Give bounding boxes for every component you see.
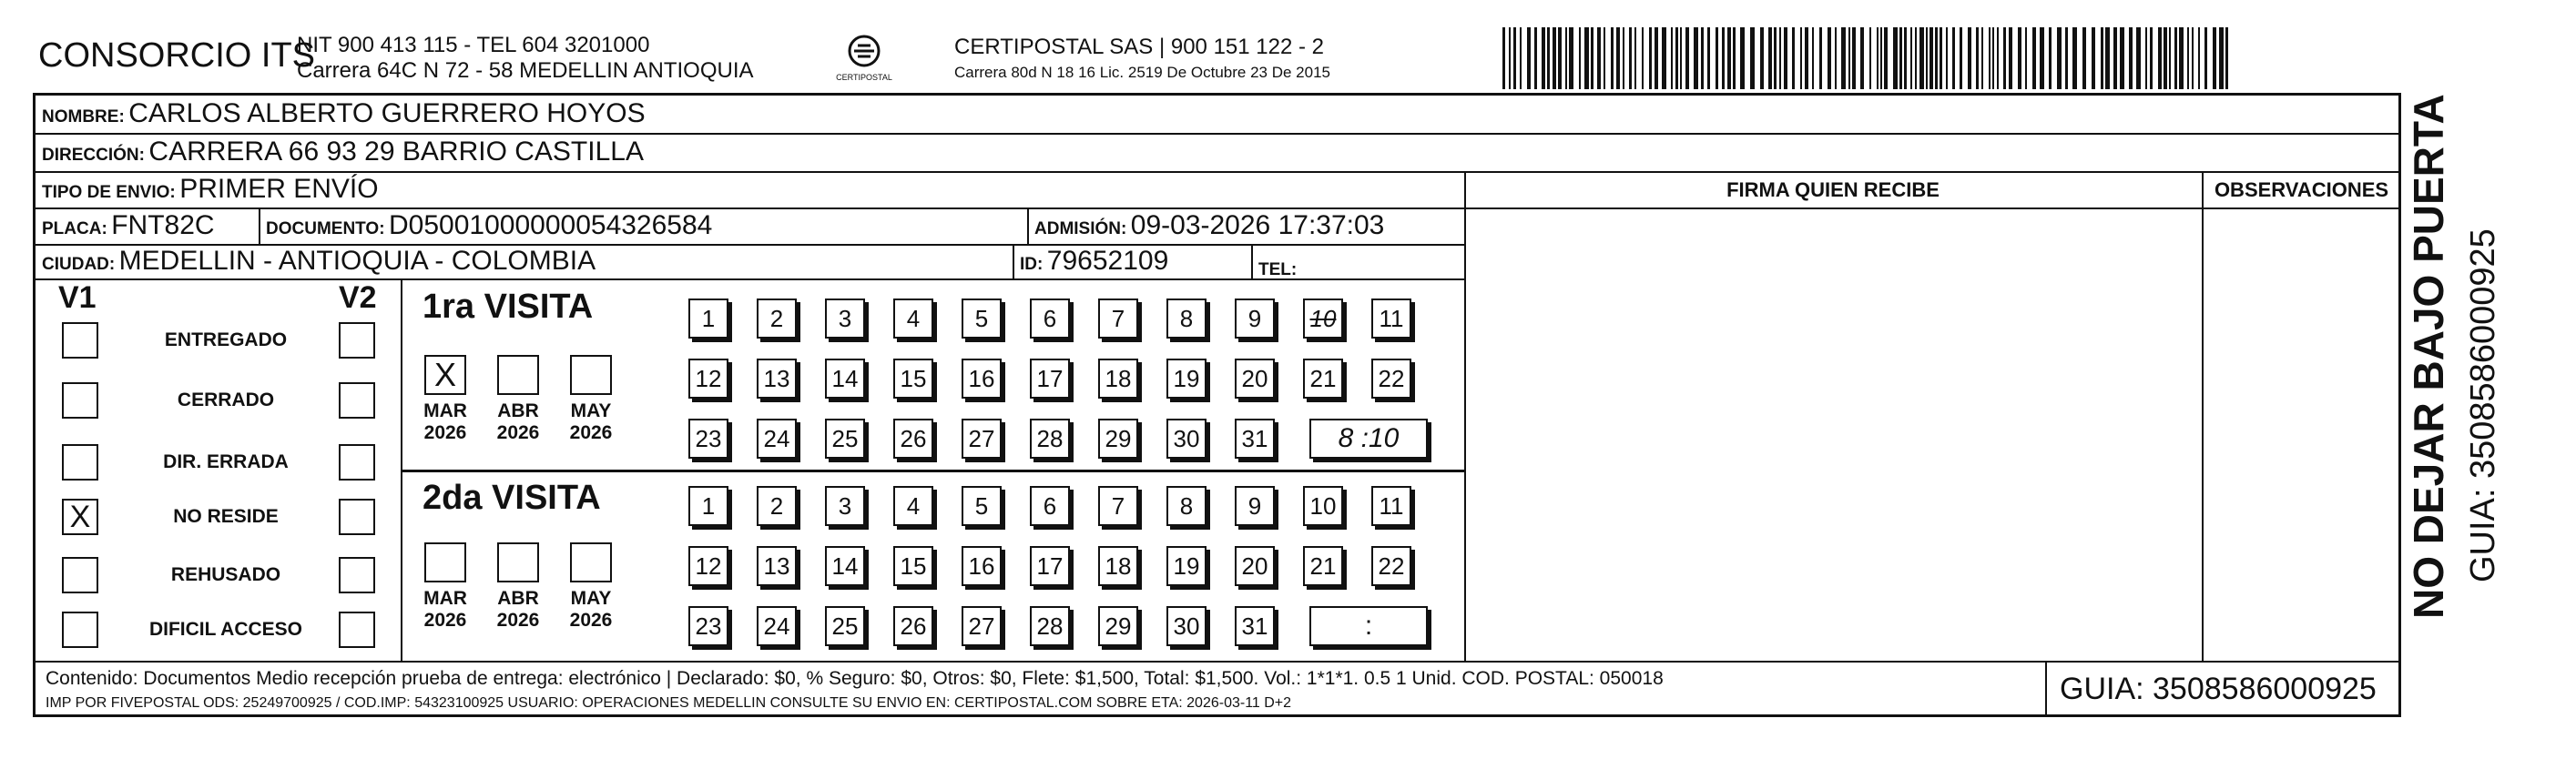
admision-label: ADMISIÓN: [1034,219,1127,238]
rule [35,207,1464,209]
barcode-bar [1800,27,1802,89]
month-name: ABR [497,400,539,421]
status-label: ENTREGADO [164,329,288,350]
barcode-bar [2025,27,2027,89]
observations-area[interactable] [2205,211,2397,657]
barcode-bar [1946,27,1948,89]
visit2-day-26[interactable]: 26 [893,606,933,646]
barcode-bar [1768,27,1772,89]
company-info [297,33,754,84]
barcode-bar [1584,27,1589,89]
month-year: 2026 [496,422,540,443]
ciudad-value: MEDELLIN - ANTIOQUIA - COLOMBIA [118,246,596,276]
barcode-bar [1727,27,1731,89]
month-year: 2026 [569,610,613,631]
barcode-bar [1733,27,1736,89]
visit1-day-22[interactable]: 22 [1371,359,1411,399]
visit2-day-30[interactable]: 30 [1166,606,1207,646]
visit1-day-14[interactable]: 14 [825,359,865,399]
rule [1464,207,2399,209]
visit1-title: 1ra VISITA [423,288,594,326]
rule [1251,244,1253,278]
id-field [1020,246,1168,277]
barcode-bar [1662,27,1666,89]
month-name: MAR [423,400,467,421]
barcode-bar [1952,27,1955,89]
barcode-bar [1989,27,1991,89]
visit2-day-17[interactable]: 17 [1030,546,1070,586]
visit2-day-6[interactable]: 6 [1030,486,1070,526]
barcode-bar [1547,27,1550,89]
barcode-bar [1884,27,1888,89]
direccion-value: CARRERA 66 93 29 BARRIO CASTILLA [148,137,644,167]
barcode-bar [2082,27,2086,89]
address-line: Carrera 64C N 72 - 58 MEDELLIN ANTIOQUIA [297,58,754,83]
nombre-value: CARLOS ALBERTO GUERRERO HOYOS [128,98,646,128]
direccion-field [42,137,644,167]
barcode-bar [1527,27,1531,89]
barcode-bar [1877,27,1879,89]
barcode-bar [1779,27,1781,89]
barcode-bar [1848,27,1850,89]
status-v2-checkbox[interactable] [339,612,375,648]
id-label: ID: [1020,255,1044,274]
barcode-bar [1671,27,1673,89]
footer-guia: GUIA: 3508586000925 [2060,672,2377,706]
id-value: 79652109 [1046,246,1169,276]
visit2-month-label [564,588,618,632]
barcode-bar [1642,27,1644,89]
barcode-bar [1968,27,1971,89]
footer-content-line: Contenido: Documentos Medio recepción prueba de entrega: electrónico | Declarado: $0, % Seguro: $0, Otros: $0, Flete: $1,500, Total: $1,500. Vol.: 1*1*1. 0.5 1 Unid. COD. POSTAL: 050018 [46,668,1664,689]
visit2-day-25[interactable]: 25 [825,606,865,646]
barcode-bar [1722,27,1725,89]
barcode-bar [1611,27,1614,89]
month-name: MAR [423,588,467,609]
visit1-day-31[interactable]: 31 [1235,419,1275,459]
barcode-bar [1649,27,1652,89]
visit1-day-2[interactable]: 2 [757,299,797,339]
barcode-bar [1929,27,1933,89]
status-label: NO RESIDE [173,506,279,527]
barcode-bar [1915,27,1917,89]
barcode-bar [1579,27,1581,89]
visit2-month-label [418,588,473,632]
status-label: DIR. ERRADA [163,451,289,472]
tel-label: TEL: [1258,260,1298,279]
visit1-day-12[interactable]: 12 [688,359,728,399]
ciudad-label: CIUDAD: [42,255,116,274]
visit2-day-7[interactable]: 7 [1098,486,1138,526]
visit1-month-checkbox[interactable]: X [424,355,466,395]
status-v1-checkbox[interactable] [62,612,98,648]
visit2-day-2[interactable]: 2 [757,486,797,526]
visit1-day-3[interactable]: 3 [825,299,865,339]
barcode-bar [2105,27,2110,89]
visit2-day-15[interactable]: 15 [893,546,933,586]
barcode-bar [2204,27,2207,89]
barcode-bar [1520,27,1522,89]
barcode-bar [2009,27,2012,89]
barcode-bar [1542,27,1545,89]
company-name: CONSORCIO ITS [38,36,316,75]
barcode-bar [1502,27,1505,89]
barcode-bar [2057,27,2062,89]
rule [401,470,1464,472]
barcode-bar [1869,27,1871,89]
status-label: REHUSADO [170,564,281,585]
visit1-day-9[interactable]: 9 [1235,299,1275,339]
certipostal-address: Carrera 80d N 18 16 Lic. 2519 De Octubre 23 De 2015 [954,64,1330,81]
rule [1027,207,1029,244]
barcode-bar [1701,27,1704,89]
visit2-day-13[interactable]: 13 [757,546,797,586]
documento-field [266,210,712,241]
visit2-month-checkbox[interactable] [570,542,612,582]
placa-label: PLACA: [42,219,107,238]
nit-line: NIT 900 413 115 - TEL 604 3201000 [297,33,650,57]
visit1-day-26[interactable]: 26 [893,419,933,459]
barcode-bar [1981,27,1983,89]
barcode-bar [1623,27,1624,89]
barcode-bar [2136,27,2141,89]
visit2-day-14[interactable]: 14 [825,546,865,586]
barcode-bar [2049,27,2052,89]
visit1-day-18[interactable]: 18 [1098,359,1138,399]
barcode-bar [2113,27,2117,89]
visit2-day-10[interactable]: 10 [1303,486,1343,526]
status-v2-checkbox[interactable] [339,382,375,419]
barcode-bar [1569,27,1573,89]
rule [35,278,1464,280]
visit1-month-checkbox[interactable] [497,355,539,395]
barcode-bar [1960,27,1962,89]
tipo-envio-label: TIPO DE ENVIO: [42,183,176,202]
visit2-day-3[interactable]: 3 [825,486,865,526]
visit1-day-27[interactable]: 27 [962,419,1002,459]
barcode-bar [1616,27,1620,89]
visit1-day-25[interactable]: 25 [825,419,865,459]
barcode-bar [1558,27,1562,89]
certipostal-line: CERTIPOSTAL SAS | 900 151 122 - 2 [954,35,1324,59]
barcode-bar [1919,27,1924,89]
status-v2-checkbox[interactable] [339,557,375,593]
barcode-bar [1812,27,1814,89]
barcode-bar [2179,27,2184,89]
visit1-day-10[interactable]: 10 [1303,299,1343,339]
visit2-day-31[interactable]: 31 [1235,606,1275,646]
barcode-bar [2187,27,2189,89]
barcode-bar [1509,27,1511,89]
barcode-bar [1565,27,1567,89]
barcode-bar [1792,27,1795,89]
barcode-bar [1680,27,1682,89]
visit1-day-15[interactable]: 15 [893,359,933,399]
visit2-month-checkbox[interactable] [497,542,539,582]
visit1-day-6[interactable]: 6 [1030,299,1070,339]
footer-print-line: IMP POR FIVEPOSTAL ODS: 25249700925 / COD.IMP: 54323100925 USUARIO: OPERACIONES MEDELLIN CONSULTE SU ENVIO EN: CERTIPOSTAL.COM SOBRE ETA: 2026-03-11 D+2 [46,695,1292,711]
certipostal-info [954,35,1330,86]
barcode-bar [2225,27,2228,89]
barcode-bar [1740,27,1745,89]
barcode-bar [1841,27,1846,89]
visit2-day-19[interactable]: 19 [1166,546,1207,586]
visit2-day-1[interactable]: 1 [688,486,728,526]
firma-header: FIRMA QUIEN RECIBE [1726,178,1940,201]
barcode-bar [1852,27,1856,89]
barcode-bar [1910,27,1912,89]
barcode-bar [2129,27,2133,89]
rule [35,133,2399,135]
barcode-bar [1707,27,1710,89]
month-year: 2026 [569,422,613,443]
certipostal-logo [836,31,892,87]
visit2-day-23[interactable]: 23 [688,606,728,646]
admision-value: 09-03-2026 17:37:03 [1130,210,1385,240]
status-v1-checkbox[interactable] [62,382,98,419]
barcode-bar [1940,27,1942,89]
side-warning: NO DEJAR BAJO PUERTA [2405,94,2452,619]
rule [2045,661,2047,715]
barcode-bar [1760,27,1764,89]
status-v1-checkbox[interactable] [62,444,98,481]
visit2-day-11[interactable]: 11 [1371,486,1411,526]
visit2-day-20[interactable]: 20 [1235,546,1275,586]
barcode-bar [2213,27,2216,89]
visit1-month-label [564,400,618,444]
barcode-bar [1819,27,1822,89]
visit1-day-16[interactable]: 16 [962,359,1002,399]
nombre-field [42,98,646,129]
barcode-bar [2169,27,2171,89]
barcode-bar [2158,27,2162,89]
visit2-time-box[interactable]: : [1309,606,1428,646]
barcode-bar [1513,27,1516,89]
status-v1-checkbox[interactable] [62,557,98,593]
visit1-day-21[interactable]: 21 [1303,359,1343,399]
visit2-day-22[interactable]: 22 [1371,546,1411,586]
visit2-title: 2da VISITA [423,479,601,517]
observaciones-header: OBSERVACIONES [2214,178,2389,201]
barcode-bar [1976,27,1979,89]
month-year: 2026 [496,610,540,631]
nombre-label: NOMBRE: [42,107,125,126]
rule [1464,171,1466,661]
visit2-day-28[interactable]: 28 [1030,606,1070,646]
barcode-bar [2072,27,2077,89]
visit2-day-4[interactable]: 4 [893,486,933,526]
visit1-day-20[interactable]: 20 [1235,359,1275,399]
barcode-bar [1597,27,1601,89]
visit1-day-4[interactable]: 4 [893,299,933,339]
status-v2-checkbox[interactable] [339,499,375,535]
month-name: MAY [570,400,612,421]
barcode-bar [1634,27,1636,89]
barcode-bar [1926,27,1928,89]
placa-field [42,210,215,241]
v1-label: V1 [58,280,97,315]
month-year: 2026 [423,422,467,443]
documento-label: DOCUMENTO: [266,219,385,238]
barcode-bar [1935,27,1938,89]
visit1-month-label [491,400,545,444]
admision-field [1034,210,1384,241]
v2-label: V2 [339,280,377,315]
signature-area[interactable] [1468,211,2198,657]
barcode-bar [2101,27,2103,89]
barcode-bar [1784,27,1787,89]
barcode-bar [2018,27,2021,89]
tipo-envio-field [42,174,379,205]
visit2-month-label [491,588,545,632]
visit2-day-16[interactable]: 16 [962,546,1002,586]
barcode-bar [2150,27,2153,89]
status-v1-checkbox[interactable] [62,322,98,359]
visit2-month-checkbox[interactable] [424,542,466,582]
barcode-bar [2174,27,2177,89]
barcode-bar [1675,27,1678,89]
placa-value: FNT82C [111,210,215,240]
visit1-day-7[interactable]: 7 [1098,299,1138,339]
status-v1-checkbox[interactable]: X [62,499,98,535]
barcode-bar [1899,27,1902,89]
visit2-day-27[interactable]: 27 [962,606,1002,646]
visit1-day-17[interactable]: 17 [1030,359,1070,399]
visit2-day-21[interactable]: 21 [1303,546,1343,586]
barcode-bar [2198,27,2200,89]
barcode-bar [1992,27,1994,89]
visit1-day-24[interactable]: 24 [757,419,797,459]
rule [259,207,260,244]
svg-text:CERTIPOSTAL: CERTIPOSTAL [836,73,892,82]
visit2-day-12[interactable]: 12 [688,546,728,586]
barcode-bar [2192,27,2194,89]
status-label: CERRADO [177,390,275,410]
barcode-bar [2092,27,2095,89]
visit2-day-29[interactable]: 29 [1098,606,1138,646]
rule [1013,244,1014,278]
barcode-bar [2003,27,2006,89]
month-name: MAY [570,588,612,609]
tel-field [1258,251,1297,282]
barcode [1502,27,2231,89]
barcode-bar [1716,27,1718,89]
visit1-day-30[interactable]: 30 [1166,419,1207,459]
documento-value: D05001000000054326584 [389,210,713,240]
visit1-time-box[interactable]: 8 :10 [1309,419,1428,459]
barcode-bar [1750,27,1755,89]
barcode-bar [1997,27,1999,89]
barcode-bar [2164,27,2167,89]
visit1-day-1[interactable]: 1 [688,299,728,339]
visit1-day-29[interactable]: 29 [1098,419,1138,459]
barcode-bar [2065,27,2068,89]
visit2-day-24[interactable]: 24 [757,606,797,646]
visit1-month-checkbox[interactable] [570,355,612,395]
visit1-day-28[interactable]: 28 [1030,419,1070,459]
visit1-day-11[interactable]: 11 [1371,299,1411,339]
barcode-bar [1685,27,1689,89]
barcode-bar [2145,27,2147,89]
barcode-bar [1904,27,1907,89]
barcode-bar [1893,27,1898,89]
ciudad-field [42,246,596,277]
visit1-day-8[interactable]: 8 [1166,299,1207,339]
barcode-bar [1534,27,1537,89]
side-guia: GUIA: 3508586000925 [2464,228,2502,582]
barcode-bar [1655,27,1658,89]
barcode-bar [2032,27,2036,89]
visit2-day-18[interactable]: 18 [1098,546,1138,586]
barcode-bar [1694,27,1698,89]
status-v2-checkbox[interactable] [339,322,375,359]
direccion-label: DIRECCIÓN: [42,146,145,165]
barcode-bar [1591,27,1593,89]
visit1-month-label [418,400,473,444]
status-label: DIFICIL ACCESO [148,619,302,640]
barcode-bar [2219,27,2224,89]
barcode-bar [1629,27,1632,89]
rule [2202,171,2204,661]
barcode-bar [1805,27,1808,89]
month-year: 2026 [423,610,467,631]
tipo-envio-value: PRIMER ENVÍO [179,174,379,204]
visit1-day-13[interactable]: 13 [757,359,797,399]
barcode-bar [1828,27,1831,89]
barcode-bar [1835,27,1837,89]
rule [35,171,2399,173]
visit1-day-23[interactable]: 23 [688,419,728,459]
visit1-day-5[interactable]: 5 [962,299,1002,339]
visit1-day-19[interactable]: 19 [1166,359,1207,399]
visit2-day-8[interactable]: 8 [1166,486,1207,526]
barcode-bar [1604,27,1605,89]
month-name: ABR [497,588,539,609]
barcode-bar [2040,27,2044,89]
barcode-bar [1553,27,1556,89]
visit2-day-9[interactable]: 9 [1235,486,1275,526]
barcode-bar [1860,27,1864,89]
barcode-bar [1774,27,1777,89]
status-v2-checkbox[interactable] [339,444,375,481]
barcode-bar [2120,27,2124,89]
barcode-bar [1880,27,1882,89]
visit2-day-5[interactable]: 5 [962,486,1002,526]
